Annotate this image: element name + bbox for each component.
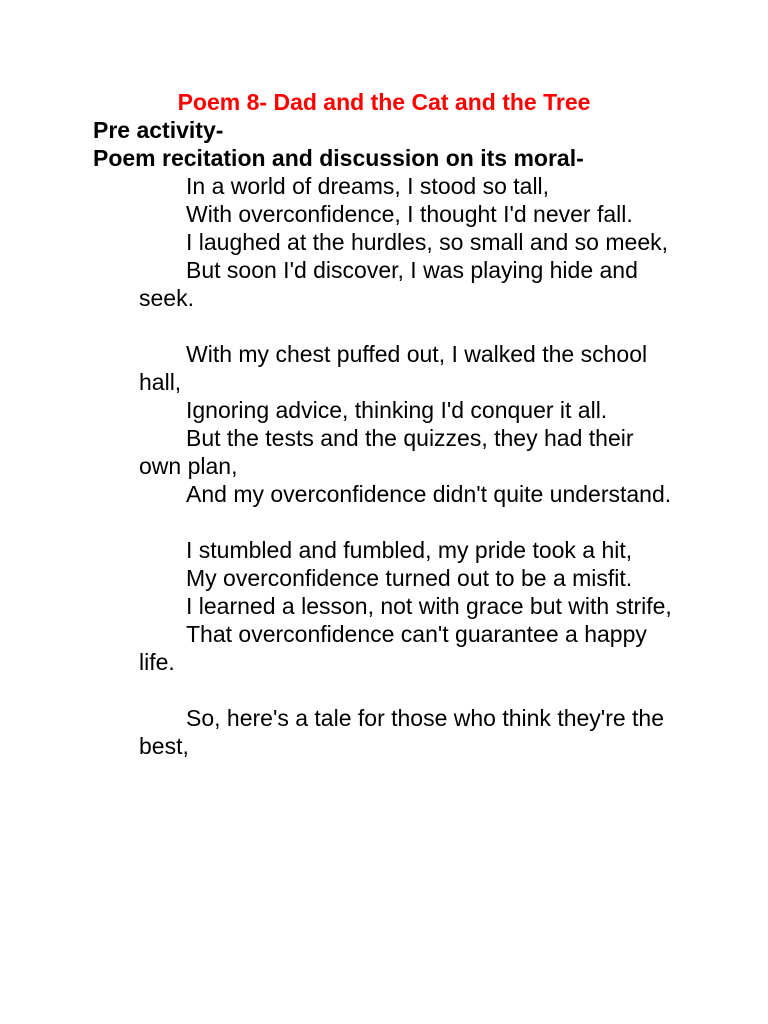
poem-title: Poem 8- Dad and the Cat and the Tree — [177, 89, 591, 115]
poem-line: With overconfidence, I thought I'd never fall. — [186, 201, 633, 227]
poem-line: That overconfidence can't guarantee a happy life. — [139, 621, 647, 675]
stanza-4 — [139, 704, 679, 760]
pre-activity-heading: Pre activity- — [93, 117, 224, 143]
poem-line: And my overconfidence didn't quite understand. — [186, 481, 672, 507]
poem-line: I stumbled and fumbled, my pride took a hit, — [186, 537, 633, 563]
poem-line: In a world of dreams, I stood so tall, — [186, 173, 550, 199]
poem-line: I laughed at the hurdles, so small and so meek, — [186, 229, 669, 255]
stanza-1 — [139, 172, 679, 312]
poem-line: With my chest puffed out, I walked the school hall, — [139, 341, 648, 395]
poem-line: I learned a lesson, not with grace but with strife, — [186, 593, 672, 619]
poem-line: My overconfidence turned out to be a misfit. — [186, 565, 633, 591]
poem-line: But the tests and the quizzes, they had their own plan, — [139, 425, 634, 479]
poem-line: Ignoring advice, thinking I'd conquer it all. — [186, 397, 608, 423]
stanza-2 — [139, 340, 679, 508]
stanza-3 — [139, 536, 679, 676]
poem-line: So, here's a tale for those who think they're the best, — [139, 705, 665, 759]
poem-line: But soon I'd discover, I was playing hide and seek. — [139, 257, 638, 311]
poem-body — [139, 172, 679, 788]
recitation-heading: Poem recitation and discussion on its moral- — [93, 145, 584, 171]
